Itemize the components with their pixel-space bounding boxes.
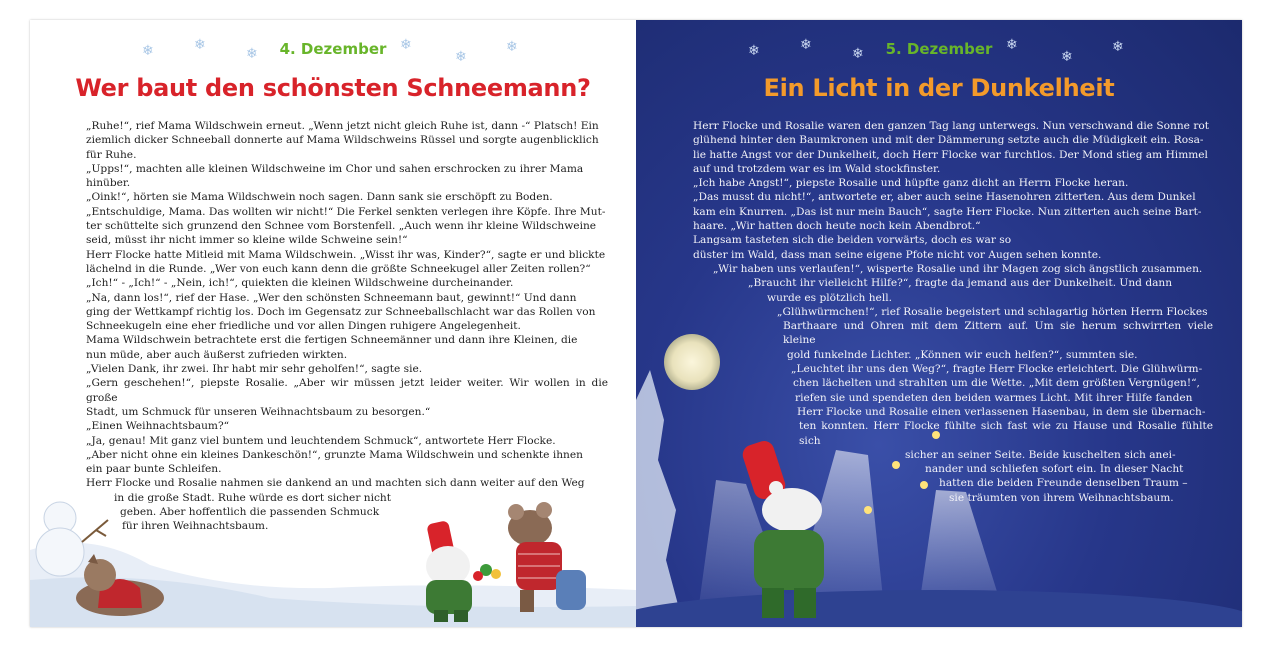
text-line: nun müde, aber auch äußerst zufrieden wirkten. [86, 348, 348, 361]
book-spread [30, 20, 1242, 627]
text-line: „Leuchtet ihr uns den Weg?“, fragte Herr Flocke erleichtert. Die Glühwürm- [791, 363, 1203, 376]
text-line: lächelnd in die Runde. „Wer von euch kann denn die größte Schneekugel aller Zeiten rollen?“ [86, 262, 591, 275]
text-line: sie träumten von ihrem Weihnachtsbaum. [949, 491, 1174, 504]
text-line: für ihren Weihnachtsbaum. [122, 520, 269, 533]
chapter-title: Ein Licht in der Dunkelheit [763, 74, 1115, 102]
story-text [693, 119, 1213, 505]
text-line: Langsam tasteten sich die beiden vorwärts, doch es war so [693, 234, 1012, 247]
text-line: seid, müsst ihr nicht immer so kleine wilde Schweine sein!“ [86, 234, 408, 247]
snowflake-icon: ❄ [1112, 39, 1124, 55]
text-line: „Na, dann los!“, rief der Hase. „Wer den schönsten Schneemann baut, gewinnt!“ Und dann [86, 291, 577, 304]
text-line: gold funkelnde Lichter. „Können wir euch helfen?“, summten sie. [787, 348, 1138, 361]
text-line: „Entschuldige, Mama. Das wollten wir nicht!“ Die Ferkel senkten verlegen ihre Köpfe. Ihre Mut- [86, 205, 606, 218]
chapter-title: Wer baut den schönsten Schneemann? [75, 74, 591, 102]
text-line: hatten die beiden Freunde denselben Traum – [939, 477, 1188, 490]
text-line: Herr Flocke und Rosalie einen verlassenen Hasenbau, in dem sie übernach- [797, 405, 1206, 418]
text-line: auf und trotzdem war es im Wald stockfinster. [693, 162, 941, 175]
text-line: Herr Flocke und Rosalie waren den ganzen Tag lang unterwegs. Nun verschwand die Sonne rot [693, 120, 1210, 132]
chapter-date: 5. Dezember [885, 40, 993, 58]
text-line: haare. „Wir hatten doch heute noch kein Abendbrot.“ [693, 220, 981, 233]
snowflake-icon: ❄ [852, 46, 864, 62]
snowflake-icon: ❄ [800, 37, 812, 53]
text-line: „Glühwürmchen!“, rief Rosalie begeistert und schlagartig hörten Herrn Flockes [777, 305, 1208, 318]
text-line: „Einen Weihnachtsbaum?“ [86, 420, 230, 433]
text-line: ten konnten. Herr Flocke fühlte sich fast wie zu Hause und Rosalie fühlte sich [799, 420, 1213, 447]
text-line: „Gern geschehen!“, piepste Rosalie. „Aber wir müssen jetzt leider weiter. Wir wollen in die große [86, 377, 608, 404]
text-line: Stadt, um Schmuck für unseren Weihnachtsbaum zu besorgen.“ [86, 405, 431, 418]
text-line: Barthaare und Ohren mit dem Zittern auf. Um sie herum schwirrten viele kleine [783, 320, 1213, 347]
text-line: „Das musst du nicht!“, antwortete er, aber auch seine Hasenohren zitterten. Aus dem Dunkel [693, 191, 1196, 204]
snowflake-icon: ❄ [506, 39, 518, 55]
text-line: „Ich habe Angst!“, piepste Rosalie und hüpfte ganz dicht an Herrn Flocke heran. [693, 177, 1129, 190]
snowflake-icon: ❄ [455, 49, 467, 65]
text-line: „Oink!“, hörten sie Mama Wildschwein noch sagen. Dann sank sie erschöpft zu Boden. [86, 191, 553, 204]
text-line: Schneekugeln eine eher friedliche und vor allen Dingen ruhigere Angelegenheit. [86, 320, 521, 333]
chapter-date: 4. Dezember [279, 40, 387, 58]
text-line: „Upps!“, machten alle kleinen Wildschweine im Chor und sahen erschrocken zu ihrer Mama [86, 162, 584, 175]
text-line: lie hatte Angst vor der Dunkelheit, doch Herr Flocke war furchtlos. Der Mond stieg am Himmel [693, 148, 1208, 161]
snowflake-icon: ❄ [194, 37, 206, 53]
snow-scene-illustration [30, 470, 636, 627]
text-line: Herr Flocke und Rosalie nahmen sie dankend an und machten sich dann weiter auf den Weg [86, 477, 585, 490]
text-line: „Wir haben uns verlaufen!“, wisperte Rosalie und ihr Magen zog sich ängstlich zusammen. [713, 262, 1203, 275]
snowflake-icon: ❄ [246, 46, 258, 62]
text-line: hinüber. [86, 177, 131, 190]
text-line: düster im Wald, dass man seine eigene Pfote nicht vor Augen sehen konnte. [693, 248, 1102, 261]
text-line: „Vielen Dank, ihr zwei. Ihr habt mir sehr geholfen!“, sagte sie. [86, 363, 423, 376]
text-line: Herr Flocke hatte Mitleid mit Mama Wildschwein. „Wisst ihr was, Kinder?“, sagte er und blickte [86, 248, 606, 261]
left-page [30, 20, 636, 627]
text-line: nander und schliefen sofort ein. In dieser Nacht [925, 463, 1184, 476]
text-line: wurde es plötzlich hell. [767, 291, 892, 304]
text-line: Mama Wildschwein betrachtete erst die fertigen Schneemänner und dann ihre Kleinen, die [86, 334, 578, 347]
snowflake-icon: ❄ [142, 43, 154, 59]
text-line: ein paar bunte Schleifen. [86, 463, 222, 476]
text-line: für Ruhe. [86, 148, 137, 161]
text-line: „Ruhe!“, rief Mama Wildschwein erneut. „Wenn jetzt nicht gleich Ruhe ist, dann -“ Platsch! Ein [86, 120, 599, 132]
text-line: ging der Wettkampf richtig los. Doch im Gegensatz zur Schneeballschlacht war das Rollen von [86, 305, 596, 318]
text-line: kam ein Knurren. „Das ist nur mein Bauch“, sagte Herr Flocke. Nun zitterten auch seine Bart- [693, 205, 1202, 218]
text-line: chen lächelten und strahlten um die Wette. „Mit dem größten Vergnügen!“, [793, 377, 1200, 390]
right-page [636, 20, 1242, 627]
text-line: sicher an seiner Seite. Beide kuschelten sich anei- [905, 448, 1176, 461]
text-line: in die große Stadt. Ruhe würde es dort sicher nicht [114, 491, 391, 504]
snowflake-icon: ❄ [1061, 49, 1073, 65]
text-line: geben. Aber hoffentlich die passenden Schmuck [120, 506, 380, 519]
text-line: „Braucht ihr vielleicht Hilfe?“, fragte da jemand aus der Dunkelheit. Und dann [748, 277, 1173, 290]
snowflake-icon: ❄ [1006, 37, 1018, 53]
text-line: glühend hinter den Baumkronen und mit der Dämmerung setzte auch die Müdigkeit ein. Rosa- [693, 134, 1204, 147]
text-line: ziemlich dicker Schneeball donnerte auf Mama Wildschweins Rüssel und sorgte augenblicklich [86, 134, 599, 147]
text-line: „Ich!“ - „Ich!“ - „Nein, ich!“, quiekten die kleinen Wildschweine durcheinander. [86, 277, 514, 290]
text-line: ter schüttelte sich grunzend den Schnee vom Borstenfell. „Auch wenn ihr kleine Wildschweine [86, 220, 597, 233]
text-line: riefen sie und spendeten den beiden warmes Licht. Mit ihrer Hilfe fanden [795, 391, 1193, 404]
text-line: „Ja, genau! Mit ganz viel buntem und leuchtendem Schmuck“, antwortete Herr Flocke. [86, 434, 556, 447]
snowflake-icon: ❄ [400, 37, 412, 53]
snowflake-icon: ❄ [748, 43, 760, 59]
text-line: „Aber nicht ohne ein kleines Dankeschön!“, grunzte Mama Wildschwein und schenkte ihnen [86, 448, 583, 461]
